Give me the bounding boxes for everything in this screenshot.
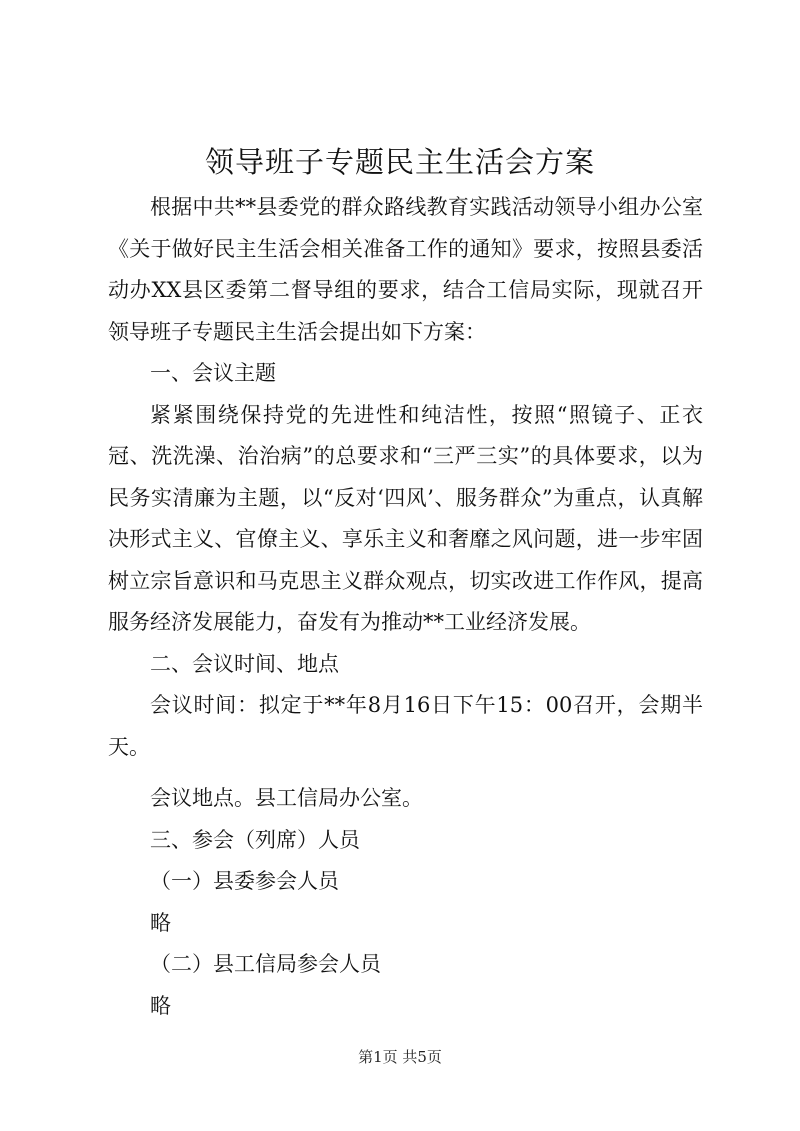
section-heading-time-place: 二、会议时间、地点 [150,651,339,676]
meeting-place: 会议地点。县工信局办公室。 [150,786,423,810]
document-title: 领导班子专题民主生活会方案 [204,145,595,179]
page-number-footer: 第1页 共5页 [358,1048,442,1066]
bureau-attendees-omitted: 略 [150,993,171,1018]
subheading-county-attendees: （一）县委参会人员 [150,869,339,893]
meeting-time: 会议时间：拟定于**年8月16日下午15：00召开，会期半天。 [108,693,703,759]
intro-paragraph: 根据中共**县委党的群众路线教育实践活动领导小组办公室《关于做好民主生活会相关准备工作的通知》要求，按照县委活动办XX县区委第二督导组的要求，结合工信局实际，现就召开领导班子专题民主生活会提出如下方案： [108,195,703,344]
section-heading-theme: 一、会议主题 [150,361,276,385]
section-heading-attendees: 三、参会（列席）人员 [150,827,360,852]
subheading-bureau-attendees: （二）县工信局参会人员 [150,952,381,976]
theme-paragraph: 紧紧围绕保持党的先进性和纯洁性，按照“照镜子、正衣冠、洗洗澡、治治病”的总要求和“三严三实”的具体要求，以为民务实清廉为主题，以“反对‘四风’、服务群众”为重点，认真解决形式主义、官僚主义、享乐主义和奢靡之风问题，进一步牢固树立宗旨意识和马克思主义群众观点，切实改进工作作风，提高服务经济发展能力，奋发有为推动**工业经济发展。 [108,402,703,634]
county-attendees-omitted: 略 [150,910,171,935]
document-body [108,187,703,1027]
